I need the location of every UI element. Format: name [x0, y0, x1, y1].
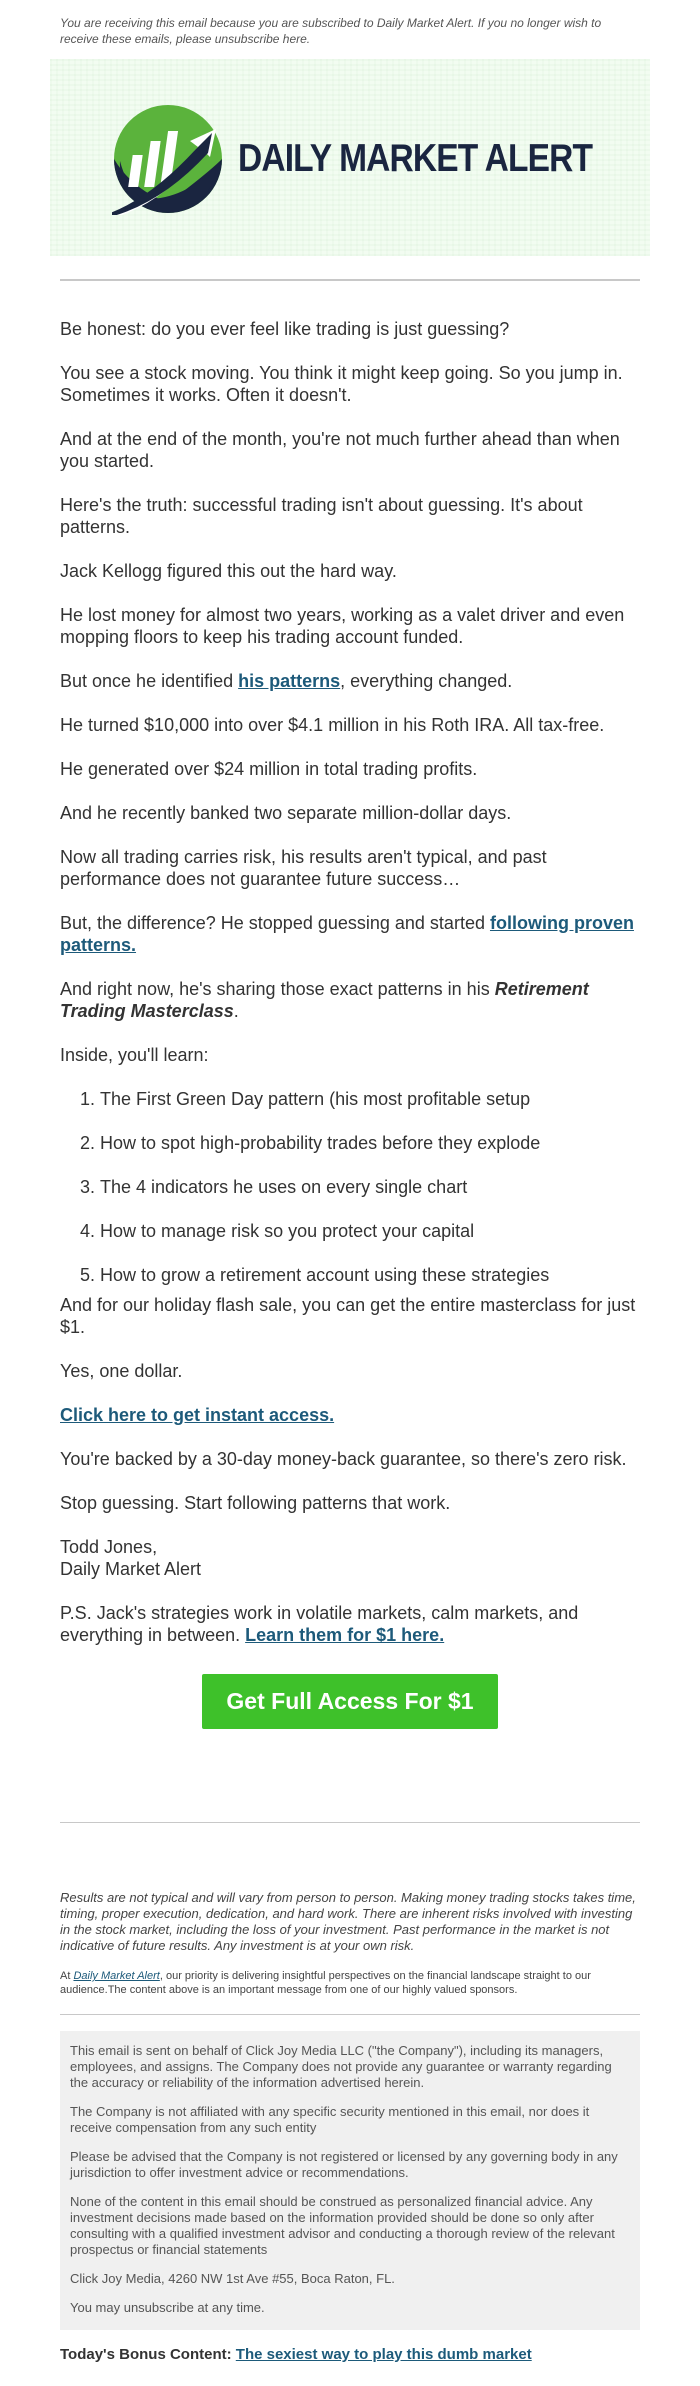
paragraph: And he recently banked two separate million-dollar days. — [60, 803, 512, 823]
affiliation-note — [50, 1969, 650, 1997]
paragraph: You're backed by a 30-day money-back guarantee, so there's zero risk. — [60, 1449, 627, 1469]
paragraph — [60, 670, 640, 692]
text: But once he identified — [60, 671, 239, 691]
signature — [60, 1536, 640, 1580]
paragraph: Yes, one dollar. — [60, 1361, 183, 1381]
cta-container — [50, 1674, 650, 1769]
text: . — [233, 1001, 239, 1021]
paragraph — [60, 912, 640, 956]
paragraph: Be honest: do you ever feel like trading is just guessing? — [60, 319, 510, 339]
signature-org: Daily Market Alert — [60, 1559, 202, 1579]
list-item: 5. How to grow a retirement account using these strategies — [100, 1264, 640, 1286]
paragraph: He generated over $24 million in total trading profits. — [60, 759, 478, 779]
email-container — [50, 0, 650, 2363]
bonus-content — [50, 2346, 650, 2363]
header-banner — [50, 59, 650, 256]
signature-name: Todd Jones, — [60, 1537, 158, 1557]
legal-paragraph: The Company is not affiliated with any specific security mentioned in this email, nor does it receive compensation from any such entity — [70, 2104, 590, 2135]
list-item: 2. How to spot high-probability trades before they explode — [100, 1132, 640, 1154]
paragraph — [60, 1404, 640, 1426]
paragraph: Jack Kellogg figured this out the hard way. — [60, 561, 397, 581]
text: But, the difference? He stopped guessing and started — [60, 913, 490, 933]
text: P.S. Jack's strategies work in volatile markets, calm markets, and everything in between. — [60, 1603, 579, 1645]
paragraph — [60, 978, 640, 1022]
text: At — [60, 1970, 74, 1982]
legal-paragraph: None of the content in this email should be construed as personalized financial advice. Any investment decisions made based on the information provided should be done so only after consulting with a qualified investment advisor and conducting a thorough review of the relevant prospectus or financial statements — [70, 2194, 615, 2257]
bonus-label: Today's Bonus Content: — [60, 2346, 236, 2363]
text: , our priority is delivering insightful perspectives on the financial landscape straight to our audience.The content above is an important message from one of our highly valued sponsors. — [60, 1970, 591, 1996]
instant-access-link[interactable]: Click here to get instant access. — [60, 1405, 335, 1425]
list-item: 3. The 4 indicators he uses on every single chart — [100, 1176, 640, 1198]
paragraph: Here's the truth: successful trading isn't about guessing. It's about patterns. — [60, 495, 583, 537]
legal-paragraph: This email is sent on behalf of Click Joy Media LLC ("the Company"), including its managers, employees, and assigns. The Company does not provide any guarantee or warranty regarding the accuracy or reliability of the information advertised herein. — [70, 2043, 612, 2090]
his-patterns-link[interactable]: his patterns — [238, 671, 341, 691]
preheader-text: You are receiving this email because you are subscribed to Daily Market Alert. If you no longer wish to receive these emails, please unsubscribe here. — [60, 16, 602, 46]
daily-market-alert-link[interactable]: Daily Market Alert — [73, 1970, 160, 1982]
masterclass-title: Retirement Trading Masterclass — [60, 979, 589, 1021]
bonus-link[interactable]: The sexiest way to play this dumb market — [235, 2346, 532, 2363]
get-full-access-button[interactable]: Get Full Access For $1 > — [202, 1674, 498, 1729]
paragraph: You see a stock moving. You think it might keep going. So you jump in. Sometimes it works. Often it doesn't. — [60, 363, 623, 405]
text: , everything changed. — [340, 671, 513, 691]
paragraph: He turned $10,000 into over $4.1 million in his Roth IRA. All tax-free. — [60, 715, 605, 735]
paragraph: Now all trading carries risk, his results aren't typical, and past performance does not guarantee future success… — [60, 847, 547, 889]
brand-wordmark: DAILY MARKET ALERT — [238, 137, 593, 180]
paragraph: He lost money for almost two years, working as a valet driver and even mopping floors to keep his trading account funded. — [60, 605, 625, 647]
results-disclaimer: Results are not typical and will vary from person to person. Making money trading stocks takes time, timing, proper execution, dedication, and hard work. There are inherent risks involved with investing in the stock market, including the loss of your investment. Past performance in the market is not indicative of future results. Any investment is at your own risk. — [60, 1890, 636, 1953]
paragraph: And for our holiday flash sale, you can get the entire masterclass for just $1. — [60, 1295, 636, 1337]
paragraph: Inside, you'll learn: — [60, 1045, 209, 1065]
learn-list — [60, 1088, 640, 1286]
list-item: 4. How to manage risk so you protect your capital — [100, 1220, 640, 1242]
paragraph: And at the end of the month, you're not much further ahead than when you started. — [60, 429, 620, 471]
text: And right now, he's sharing those exact patterns in his — [60, 979, 495, 999]
email-body — [50, 318, 650, 1646]
learn-for-1-link[interactable]: Learn them for $1 here. — [245, 1625, 445, 1645]
unsubscribe-note: You may unsubscribe at any time. — [70, 2300, 265, 2315]
legal-paragraph: Please be advised that the Company is not registered or licensed by any governing body in any jurisdiction to offer investment advice or recommendations. — [70, 2149, 618, 2180]
postscript — [60, 1602, 640, 1646]
proven-patterns-link[interactable]: following proven patterns. — [60, 913, 634, 955]
company-address: Click Joy Media, 4260 NW 1st Ave #55, Boca Raton, FL. — [70, 2271, 395, 2286]
paragraph: Stop guessing. Start following patterns that work. — [60, 1493, 451, 1513]
trending-up-logo-icon — [112, 103, 224, 215]
list-item: 1. The First Green Day pattern (his most profitable setup — [100, 1088, 640, 1110]
legal-notice — [60, 2031, 640, 2330]
